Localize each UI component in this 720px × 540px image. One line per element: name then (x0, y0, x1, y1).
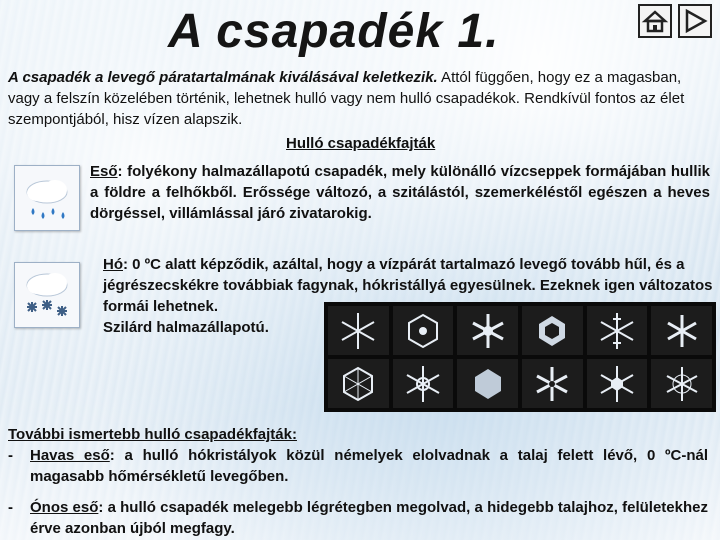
snowflake-image (393, 359, 454, 408)
snowflake-image (393, 306, 454, 355)
home-button[interactable] (638, 4, 672, 38)
section-heading: Hulló csapadékfajták (286, 135, 436, 152)
snow-text-2: Szilárd halmazállapotú. (103, 319, 269, 336)
snowflake-image (328, 359, 389, 408)
snow-cloud-icon (14, 262, 80, 328)
list-item (8, 497, 708, 539)
intro-rest: Attól függően, hogy ez a magasban, vagy a felszín közelében történik, lehetnek hulló vagy nem hulló csapadékok. Rendkívül fontos az élet szempontjából, hisz vízen alapszik. (8, 69, 685, 128)
play-next-icon (680, 6, 710, 36)
snowflake-image (651, 306, 712, 355)
snowflake-image (328, 306, 389, 355)
snowflake-image (522, 359, 583, 408)
slide-title: A csapadék 1. (168, 5, 500, 58)
snowflake-image (587, 359, 648, 408)
list-dash: - (8, 499, 13, 516)
home-icon (640, 6, 670, 36)
intro-lead: A csapadék a levegő páratartalmának kiválásával keletkezik. (8, 69, 438, 86)
snowflake-image (457, 306, 518, 355)
snow-text: : 0 ºC alatt képződik, azáltal, hogy a vízpárát tartalmazó levegő tovább hűl, és a jégrészecskékre továbbiak fagynak, hókristállyá egyesülnek. Ezeknek igen változatos formái lehetnek. (103, 256, 713, 315)
snowflake-photo-grid (324, 302, 716, 412)
rain-term: Eső (90, 163, 118, 180)
rain-text: : folyékony halmazállapotú csapadék, mely különálló vízcseppek formájában hullik a földre a felhőkből. Erőssége változó, a szitálástól, szemerkéléstől egészen a heves dörgéssel, villámlással járó zivatarokig. (90, 163, 710, 222)
list-term: Havas eső (30, 447, 110, 464)
snowflake-image (651, 359, 712, 408)
snowflake-image (587, 306, 648, 355)
rain-cloud-icon (14, 165, 80, 231)
snowflake-image (522, 306, 583, 355)
list-text: : a hulló hókristályok közül némelyek elolvadnak a talaj felett lévő, 0 ºC-nál magasabb hőmérsékletű levegőben. (30, 447, 708, 485)
more-types-heading: További ismertebb hulló csapadékfajták: (8, 426, 297, 443)
snow-term: Hó (103, 256, 123, 273)
rain-paragraph (90, 161, 710, 224)
next-slide-button[interactable] (678, 4, 712, 38)
list-item (8, 445, 708, 487)
list-term: Ónos eső (30, 499, 99, 516)
list-dash: - (8, 447, 13, 464)
snowflake-image (457, 359, 518, 408)
list-text: : a hulló csapadék melegebb légrétegben megolvad, a hidegebb talajhoz, felületekhez érve azonban újból megfagy. (30, 499, 708, 537)
more-types-section (8, 424, 708, 539)
intro-paragraph (8, 67, 714, 130)
